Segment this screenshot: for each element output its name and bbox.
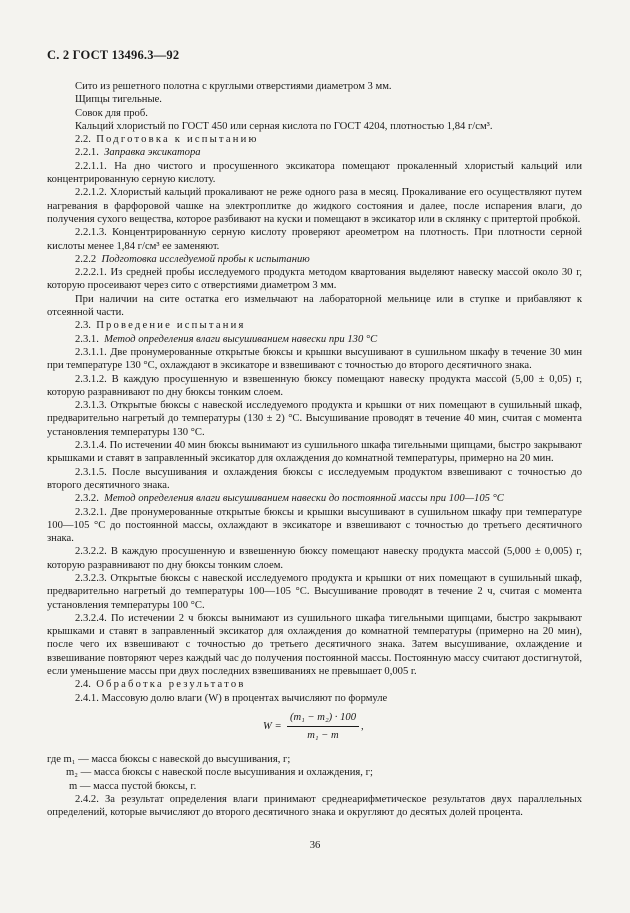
paragraph: 2.4.1. Массовую долю влаги (W) в процентах вычисляют по формуле (75, 692, 388, 704)
paragraph: Щипцы тигельные. (75, 94, 162, 106)
paragraph (47, 146, 582, 159)
paragraph (47, 319, 582, 332)
paragraph: 2.2.1.1. На дно чистого и просушенного эксикатора помещают прокаленный хлористый кальций или концентрированную серную кислоту. (47, 160, 582, 186)
section-number: 2.2. (75, 134, 91, 146)
paragraph: 2.3.2.3. Открытые бюксы с навеской исследуемого продукта и крышки от них помещают в сушильный шкаф, предварительно нагретый до температуры 100—105 °С. Высушивание проводят в течение 2 ч, считая с момента установления температуры 100 °С. (47, 572, 582, 611)
section-heading: Проведение испытания (96, 320, 246, 332)
subsection-heading: Метод определения влаги высушиванием навески при 130 °С (104, 333, 378, 345)
paragraph: 2.2.2.1. Из средней пробы исследуемого продукта методом квартования выделяют навеску массой около 30 г, которую просеивают через сито с отверстиями диаметром 3 мм. (47, 267, 582, 292)
paragraph-list (47, 80, 582, 705)
section-number: 2.3. (75, 320, 91, 332)
formula-denominator: m₁ − m (307, 730, 339, 742)
formula-numerator: (m₁ − m₂) · 100 (287, 711, 359, 727)
paragraph: 2.2.1.2. Хлористый кальций прокаливают не реже одного раза в месяц. Прокаливание его осуществляют путем нагревания в фарфоровой чашке на электроплитке до жидкого состояния и далее, после испарения влаги, до получения сухого вещества, которое разбивают на куски и помещают в эксикатор или в склянку с притертой пробкой. (47, 187, 582, 225)
page-header: С. 2 ГОСТ 13496.3—92 (47, 48, 180, 62)
section-number: 2.4. (75, 679, 91, 691)
paragraph: 2.3.1.2. В каждую просушенную и взвешенную бюксу помещают навеску продукта массой (5,00 ± 0,05) г, которую разравнивают по дну бюксы тонким слоем. (47, 373, 582, 398)
paragraph: 2.2.1.3. Концентрированную серную кислоту проверяют ареометром на плотность. При плотности серной кислоты менее 1,84 г/см³ ее заменяют. (47, 227, 582, 252)
paragraph (47, 333, 582, 346)
paragraph: Совок для проб. (75, 107, 148, 119)
formula-lhs: W = (263, 720, 282, 732)
section-heading: Обработка результатов (96, 679, 246, 691)
formula-tail: , (361, 720, 364, 732)
paragraph (47, 253, 582, 266)
section-number: 2.2.2 (75, 253, 97, 265)
paragraph: Кальций хлористый по ГОСТ 450 или серная кислота по ГОСТ 4204, плотностью 1,84 г/см³. (75, 120, 493, 132)
paragraph: Сито из решетного полотна с круглыми отверстиями диаметром 3 мм. (75, 81, 392, 92)
legend-line: m₂ — масса бюксы с навеской после высушивания и охлаждения, г; (66, 767, 373, 779)
paragraph: 2.4.2. За результат определения влаги принимают среднеарифметическое результатов двух параллельных определений, которые вычисляют до второго десятичного знака и округляют до десятых долей процента. (47, 793, 582, 819)
legend-line: где m₁ — масса бюксы с навеской до высушивания, г; (47, 753, 291, 765)
section-number: 2.2.1. (75, 147, 99, 159)
subsection-heading: Подготовка исследуемой пробы к испытанию (101, 253, 310, 265)
paragraph: 2.3.1.4. По истечении 40 мин бюксы вынимают из сушильного шкафа тигельными щипцами, быстро закрывают крышками и ставят в заправленный эксикатор для охлаждения до комнатной температуры, примерно на 20 мин. (47, 440, 582, 465)
paragraph: 2.3.1.3. Открытые бюксы с навеской исследуемого продукта и крышки от них помещают в сушильный шкаф, предварительно нагретый до температуры (130 ± 2) °С. Высушивание проводят в течение 40 мин, считая с момента установления температуры 130 °С. (47, 400, 582, 438)
subsection-heading: Метод определения влаги высушиванием навески до постоянной массы при 100—105 °С (104, 493, 504, 505)
formula-legend (47, 753, 582, 793)
section-heading: Подготовка к испытанию (96, 134, 259, 146)
document-body (47, 80, 582, 819)
formula-fraction (287, 711, 359, 743)
paragraph (47, 133, 582, 146)
paragraph: 2.3.1.1. Две пронумерованные открытые бюксы и крышки высушивают в сушильном шкафу в течение 30 мин при температуре 130 °С, охлаждают в эксикаторе и взвешивают с точностью до второго десятичного знака. (47, 346, 582, 372)
subsection-heading: Заправка эксикатора (104, 147, 201, 159)
paragraph (47, 492, 582, 505)
page-number: 36 (309, 840, 321, 851)
paragraph: 2.3.2.2. В каждую просушенную и взвешенную бюксу помещают навеску продукта массой (5,000 ± 0,005) г, которую разравнивают по дну бюксы тонким слоем. (47, 546, 582, 571)
moisture-formula (47, 711, 582, 745)
paragraph (47, 678, 582, 691)
paragraph: 2.3.2.4. По истечении 2 ч бюксы вынимают из сушильного шкафа тигельными щипцами, быстро закрывают крышками и ставят в заправленный эксикатор для охлаждения до комнатной температуры (примерно на 20 мин), после чего их взвешивают с точностью до третьего десятичного знака. Затем высушивание, охлаждение и взвешивание повторяют через каждый час до получения постоянной массы. Постоянную массу считают достигнутой, если уменьшение массы при двух последних взвешиваниях не превышает 0,005 г. (47, 612, 582, 678)
legend-line: m — масса пустой бюксы, г. (69, 780, 197, 792)
section-number: 2.3.1. (75, 333, 99, 345)
paragraph: При наличии на сите остатка его измельчают на лабораторной мельнице или в ступке и прибавляют к отсеянной части. (47, 293, 582, 319)
paragraph: 2.3.1.5. После высушивания и охлаждения бюксы с исследуемым продуктом взвешивают с точностью до второго десятичного знака. (47, 466, 582, 491)
section-number: 2.3.2. (75, 493, 99, 505)
paragraph: 2.3.2.1. Две пронумерованные открытые бюксы и крышки высушивают в сушильном шкафу при температуре 100—105 °С до постоянной массы, охлаждают в эксикаторе и взвешивают с точностью до третьего десятичного знака. (47, 506, 582, 545)
